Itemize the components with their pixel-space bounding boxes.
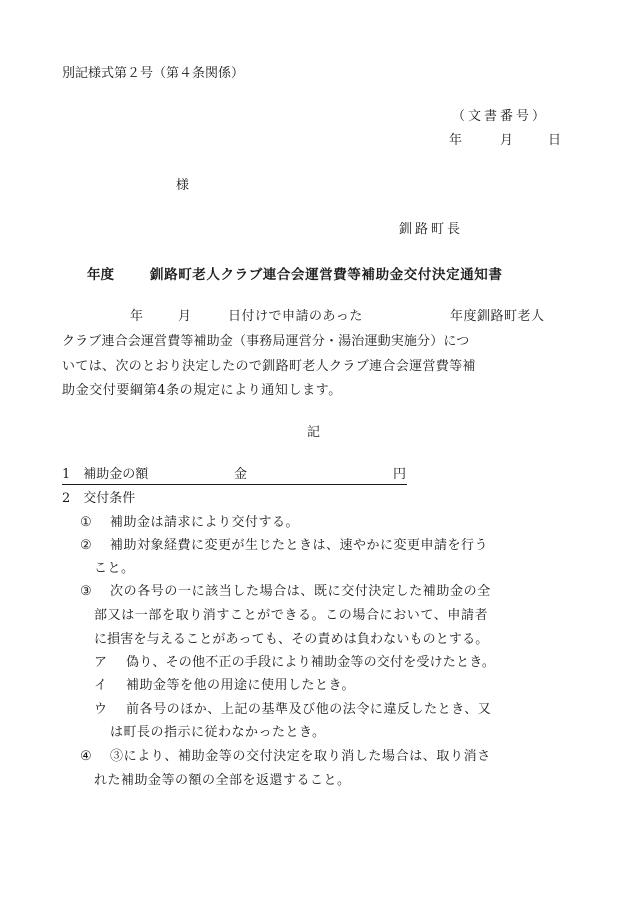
sub-u-kana: ウ (94, 702, 108, 717)
sub-u-line-1: 前各号のほか、上記の基準及び他の法令に違反したとき、又 (126, 702, 492, 717)
condition-3-line-1: 次の各号の一に該当した場合は、既に交付決定した補助金の全 (110, 584, 491, 599)
section1-label: 1 補助金の額 (62, 467, 149, 482)
condition-1-line-1: 補助金は請求により交付する。 (110, 515, 300, 530)
intro-month: 月 (178, 309, 192, 324)
date-month: 月 (500, 133, 514, 148)
page-title: 釧路町老人クラブ連合会運営費等補助金交付決定通知書 (150, 267, 503, 283)
condition-4-line-1: ③により、補助金等の交付決定を取り消した場合は、取り消さ (110, 749, 491, 764)
sub-i-kana: イ (94, 678, 108, 693)
addressee-honorific: 様 (176, 178, 190, 193)
intro-line1-end: 年度釧路町老人 (450, 309, 545, 324)
amount-kin: 金 (234, 467, 248, 482)
condition-3-line-3: に損害を与えることがあっても、その責めは負わないものとする。 (94, 632, 489, 647)
intro-line4: 助金交付要綱第4条の規定により通知します。 (62, 383, 342, 398)
intro-year: 年 (130, 309, 144, 324)
ki-heading: 記 (307, 425, 321, 440)
form-reference: 別記様式第２号（第４条関係） (62, 66, 245, 81)
sub-i-line-1: 補助金等を他の用途に使用したとき。 (126, 678, 355, 693)
amount-yen: 円 (393, 467, 407, 482)
intro-line2: クラブ連合会運営費等補助金（事務局運営分・湯治運動実施分）につ (62, 334, 470, 349)
intro-line1-middle: 日付けで申請のあった (228, 309, 363, 324)
condition-4-line-2: れた補助金等の額の全部を返還すること。 (94, 773, 351, 788)
sub-u-line-2: は町長の指示に従わなかったとき。 (110, 725, 326, 740)
section2-label: 2 交付条件 (62, 491, 136, 506)
condition-3-line-2: 部又は一部を取り消すことができる。この場合において、申請者 (94, 608, 489, 623)
condition-1-number: ① (80, 515, 92, 530)
condition-2-number: ② (80, 538, 92, 553)
intro-line3: いては、次のとおり決定したので釧路町老人クラブ連合会運営費等補 (62, 359, 476, 374)
title-nendo: 年度 (87, 267, 114, 283)
sub-a-line-1: 偽り、その他不正の手段により補助金等の交付を受けたとき。 (126, 655, 496, 670)
document-number: （文書番号） (452, 109, 549, 124)
condition-2-line-1: 補助対象経費に変更が生じたときは、速やかに変更申請を行う (110, 538, 489, 553)
condition-4-number: ④ (80, 749, 92, 764)
sub-a-kana: ア (94, 655, 108, 670)
condition-2-line-2: こと。 (94, 561, 135, 576)
date-day: 日 (548, 133, 562, 148)
condition-3-number: ③ (80, 584, 92, 599)
date-year: 年 (449, 133, 463, 148)
sender-name: 釧路町長 (399, 222, 464, 237)
